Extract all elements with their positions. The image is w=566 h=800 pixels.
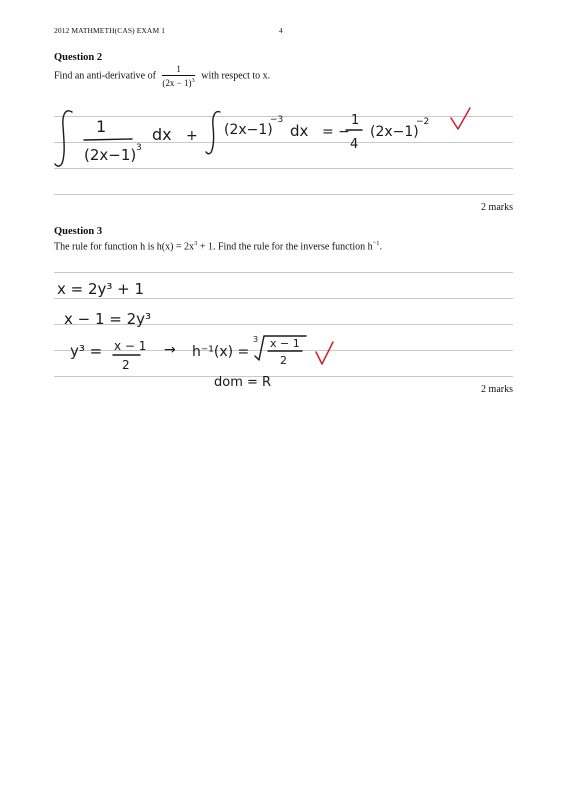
integral-sign-icon [55, 111, 72, 166]
grading-tick-icon [316, 342, 333, 364]
hw-dx-2: dx [290, 122, 309, 140]
question-3-marks: 2 marks [481, 384, 513, 395]
question-2-prompt-before: Find an anti-derivative of [54, 70, 156, 82]
grading-tick-icon [451, 108, 470, 129]
hw-integrand-denominator: (2x−1) [84, 146, 137, 164]
hw-result-denominator: 4 [350, 137, 359, 152]
hw-integrand-numerator: 1 [96, 117, 107, 136]
hw-result-numerator: 1 [351, 113, 360, 128]
question-2-title: Question 2 [54, 52, 103, 63]
hw-q3-root-numerator: x − 1 [270, 337, 300, 350]
question-2-prompt-after: with respect to x. [201, 70, 271, 82]
hw-integral-2-base: (2x−1) [224, 122, 273, 138]
hw-dx-1: dx [152, 125, 172, 144]
hw-q3-line-3-denominator: 2 [122, 358, 130, 372]
fraction-numerator: 1 [162, 64, 194, 76]
hw-result-power: −2 [416, 117, 430, 127]
hw-plus: + [186, 128, 198, 144]
fraction-denominator: $(2x - 1)^3$ [162, 77, 195, 88]
hw-q3-line-2: x − 1 = 2y³ [64, 310, 152, 328]
hw-q3-root-index: 3 [253, 335, 259, 344]
question-3-title: Question 3 [54, 226, 103, 237]
integral-sign-icon [206, 112, 220, 154]
hw-fraction-bar [84, 139, 132, 140]
page-number: 4 [279, 26, 283, 35]
hw-q3-root-denominator: 2 [280, 354, 287, 367]
hw-q3-domain: dom = R [214, 375, 272, 390]
hw-integrand-power: 3 [136, 143, 142, 153]
hw-q3-line-3-numerator: x − 1 [114, 339, 147, 353]
hw-q3-line-1: x = 2y³ + 1 [57, 280, 145, 298]
hw-integral-2-power: −3 [270, 115, 284, 125]
exam-header-title: 2012 MATHMETH(CAS) EXAM 1 [54, 26, 166, 35]
hw-q3-line-3-lhs: y³ = [70, 342, 103, 360]
hw-result-base: (2x−1) [370, 124, 419, 140]
hw-equals-minus: = − [322, 124, 350, 140]
hw-q3-arrow: → [164, 342, 176, 358]
question-2-marks: 2 marks [481, 202, 513, 213]
question-3-prompt: The rule for function h is $h(x) = 2x^3 + 1$. Find the rule for the inverse function $h^{-1}$. [54, 240, 383, 253]
hw-q3-inverse-lhs: h⁻¹(x) = [192, 344, 250, 360]
